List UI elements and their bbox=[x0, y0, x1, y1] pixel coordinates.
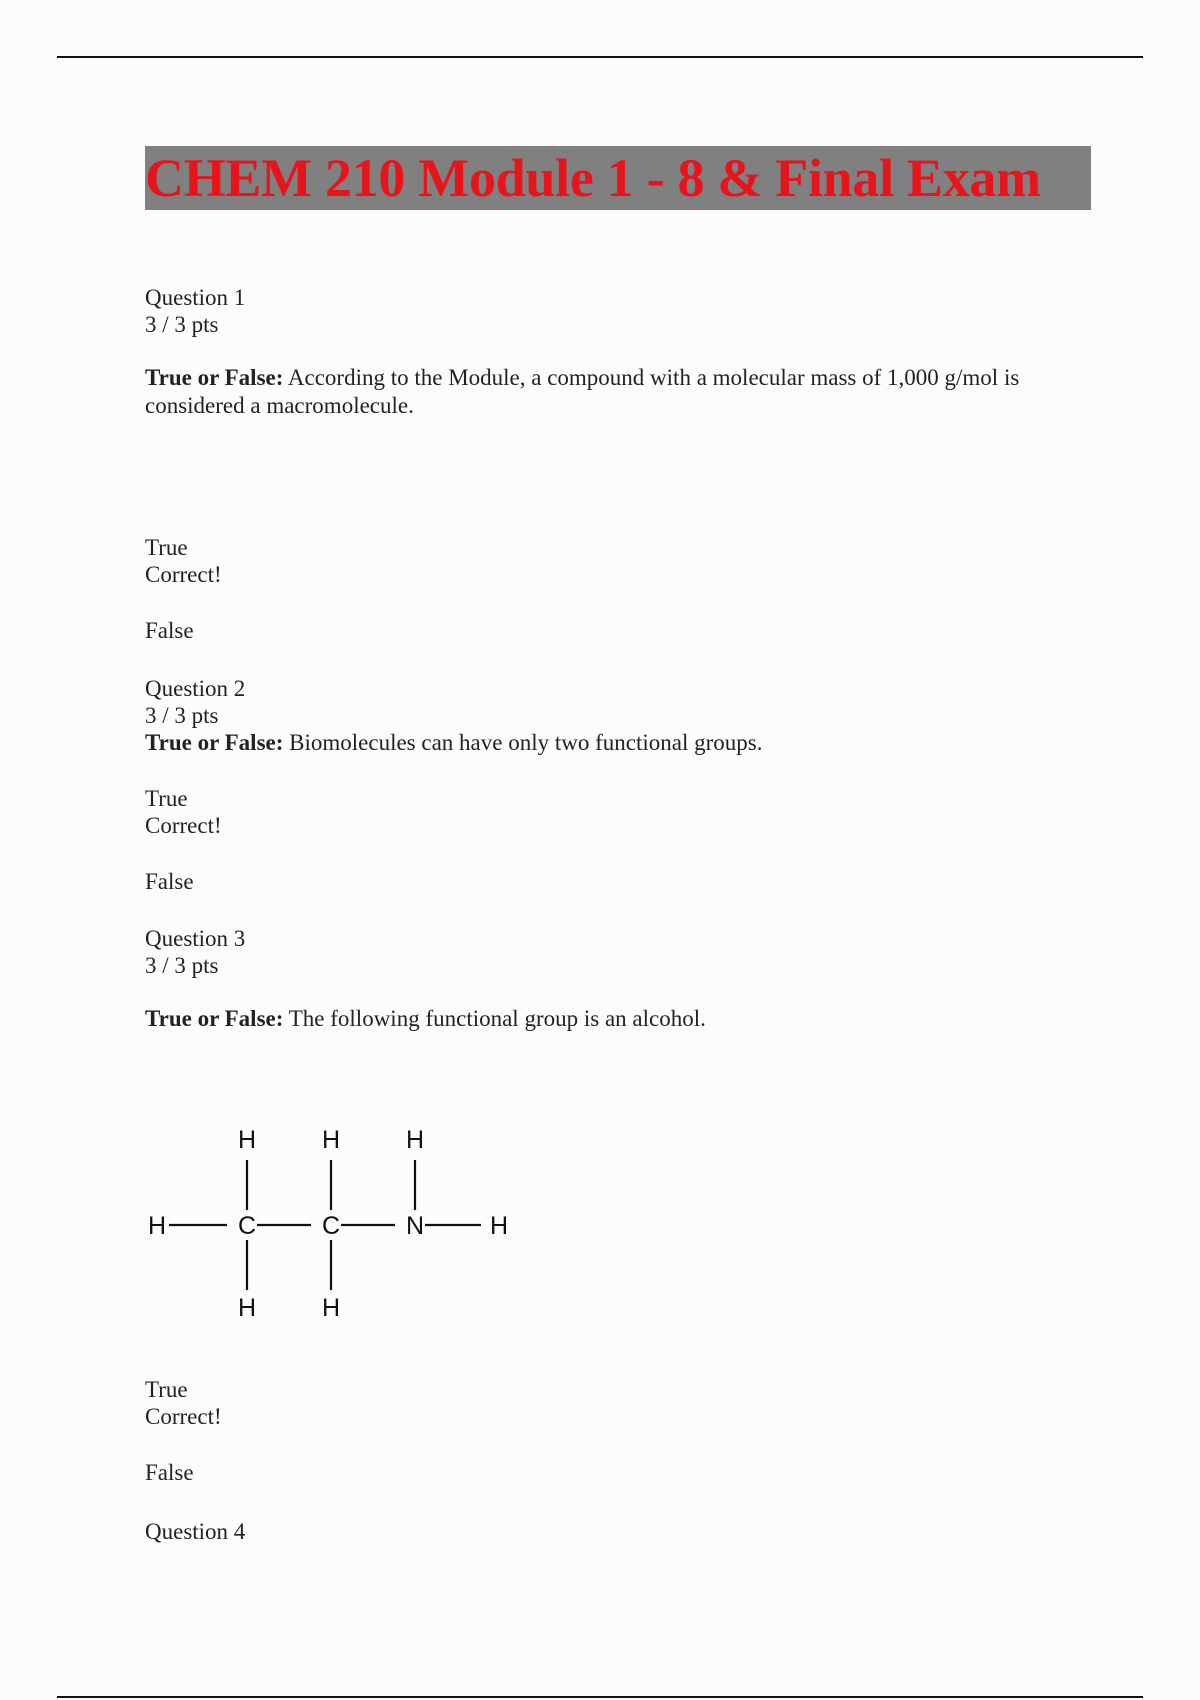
question-label: Question 4 bbox=[145, 1519, 246, 1544]
prompt-text: Biomolecules can have only two functional groups. bbox=[289, 730, 763, 755]
atom-h: H bbox=[237, 1126, 257, 1154]
atom-h: H bbox=[405, 1126, 425, 1154]
structural-formula bbox=[145, 1118, 525, 1333]
question-prompt bbox=[145, 1005, 706, 1033]
answer-option-false[interactable]: False bbox=[145, 869, 194, 894]
question-prompt bbox=[145, 364, 1091, 420]
prompt-text: According to the Module, a compound with a molecular mass of 1,000 g/mol is considered a macromolecule. bbox=[145, 365, 1020, 418]
question-3-answers bbox=[145, 1376, 222, 1486]
answer-option-true[interactable]: True bbox=[145, 786, 188, 811]
atom-h: H bbox=[147, 1212, 167, 1240]
atom-h: H bbox=[237, 1294, 257, 1322]
question-points: 3 / 3 pts bbox=[145, 703, 219, 728]
question-1-answers bbox=[145, 534, 222, 644]
atom-n: N bbox=[405, 1212, 425, 1240]
title-banner bbox=[145, 146, 1091, 210]
question-2-answers bbox=[145, 785, 222, 895]
document-body bbox=[145, 146, 1091, 1544]
question-points: 3 / 3 pts bbox=[145, 312, 219, 337]
atom-c: C bbox=[237, 1212, 257, 1240]
atom-h: H bbox=[321, 1126, 341, 1154]
ethylamine-structure-image bbox=[145, 1118, 525, 1328]
answer-feedback: Correct! bbox=[145, 1404, 222, 1429]
answer-feedback: Correct! bbox=[145, 562, 222, 587]
question-4 bbox=[145, 1518, 245, 1545]
answer-feedback: Correct! bbox=[145, 813, 222, 838]
answer-option-true[interactable]: True bbox=[145, 535, 188, 560]
question-points: 3 / 3 pts bbox=[145, 953, 219, 978]
question-label: Question 2 bbox=[145, 676, 246, 701]
header-rule bbox=[57, 56, 1143, 58]
question-3 bbox=[145, 925, 706, 1033]
prompt-prefix: True or False: bbox=[145, 730, 284, 755]
atom-h: H bbox=[321, 1294, 341, 1322]
prompt-prefix: True or False: bbox=[145, 1006, 284, 1031]
footer-rule bbox=[57, 1696, 1143, 1698]
answer-option-true[interactable]: True bbox=[145, 1377, 188, 1402]
atom-h: H bbox=[489, 1212, 509, 1240]
prompt-prefix: True or False: bbox=[145, 365, 284, 390]
question-label: Question 3 bbox=[145, 926, 246, 951]
answer-option-false[interactable]: False bbox=[145, 1460, 194, 1485]
page-title: CHEM 210 Module 1 - 8 & Final Exam bbox=[145, 148, 1041, 208]
answer-option-false[interactable]: False bbox=[145, 618, 194, 643]
prompt-text: The following functional group is an alcohol. bbox=[288, 1006, 706, 1031]
question-prompt bbox=[145, 729, 762, 757]
question-label: Question 1 bbox=[145, 285, 246, 310]
question-2 bbox=[145, 675, 762, 757]
question-1 bbox=[145, 284, 1091, 420]
atom-c: C bbox=[321, 1212, 341, 1240]
